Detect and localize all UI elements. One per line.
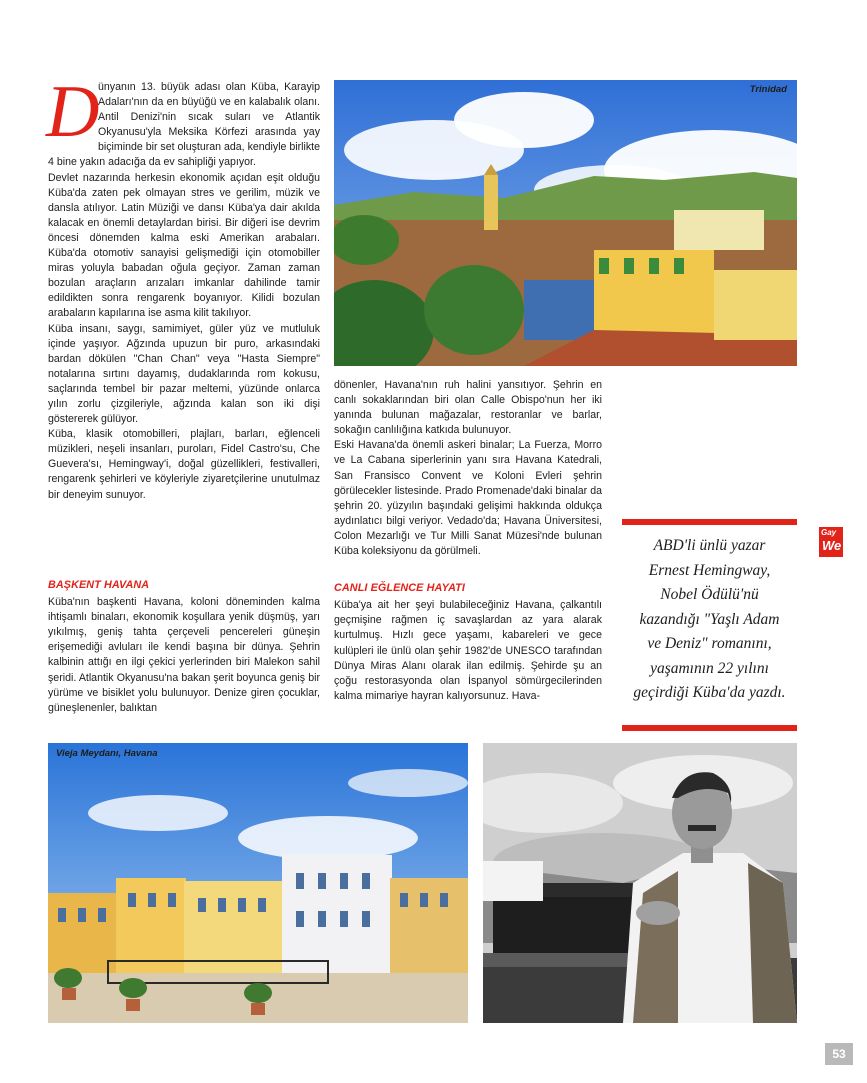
quote-line: Ernest Hemingway, [648,561,771,579]
trinidad-photo [334,80,797,366]
page-number: 53 [825,1043,853,1065]
article-column-left [46,71,320,503]
paragraph-landmarks: Eski Havana'da önemli askeri binalar; La Fuerza, Morro ve La Cabana siperlerinin yanı sıra Havana Katedrali, San Fransisco Convent ve Koloni Evleri şehrin görülecekler listesinde. Prado Promenade'daki binalar da şehrin 20. yüzyılın başındaki gelişimi hakkında oldukça aydınlatıcı bilgi veriyor. Vedado'da; Havana Üniversitesi, Colon Mezarlığı ve Tur Milli Sanat Müzesi'nde bulunan Küba koleksiyonu da görülmeli. [334,439,602,558]
quote-line: ve Deniz" romanını, [647,635,772,652]
plaza-illustration [48,743,468,1023]
magazine-logo [819,527,843,557]
photo-caption-plaza: Vieja Meydanı, Havana [56,748,158,759]
paragraph-economy: Devlet nazarında herkesin ekonomik açıdan eşit olduğu Küba'da zaten pek olmayan stres ve gerilim, müzik ve dansla atılıyor. Latin Müziği ve dansı Küba'ya dair akılda kalacak en önemli detaylardan birisi. Bir diğeri ise devrim öncesi dönemden kalma eski Amerikan arabaları. Küba'da otomotiv sanayisi gelişmediği için otomobiller miras yoluyla babadan oğula geçiyor. Zaman zaman bozulan araçların arızaları imkanlar dahilinde tamir edildikten sonra rengarenk boyanıyor. Kilidi bozulan arabaların kapılarına ise asma kilit takılıyor. [48,171,320,320]
quote-line: yaşamının 22 yılını [650,659,769,677]
pull-quote [622,534,797,706]
plaza-vieja-photo [48,743,468,1023]
quote-line: kazandığı "Yaşlı Adam [639,610,780,628]
article-column-middle [334,378,602,704]
quote-bar-bottom [622,725,797,731]
hemingway-photo [483,743,797,1023]
quote-line: Nobel Ödülü'nü [660,586,759,603]
quote-line: ABD'li ünlü yazar [653,537,766,554]
quote-line: geçirdiği Küba'da yazdı. [633,684,786,701]
drop-cap: D [46,71,100,153]
photo-caption-trinidad: Trinidad [749,84,787,95]
intro-paragraph: ünyanın 13. büyük adası olan Küba, Karayip Adaları'nın da en büyüğü ve en kalabalık olanı. Antil Denizi'nin sıcak suları ve Atlantik Okyanusu'yla Meksika Körfezi arasında yay biçiminde bir set oluşturan ada, kendiyle birlikte 4 bine yakın adacığa da ev sahipliği yapıyor. [48,81,320,169]
logo-text-top: Gay [821,528,837,537]
logo-text-bottom: We [822,538,842,553]
paragraph-people: Küba insanı, saygı, samimiyet, güler yüz ve mutluluk içinde yaşıyor. Ağzında upuzun bir puro, arkasındaki bardan dökülen "Chan Chan" veya "Hasta Siempre" notalarına sırtını dayamış, dudaklarında rom kokusu, saçlarında tembel bir pazar meltemi, yüzünde onlarca yılın zorlu çizgileriyle, ağzında kalan son iki dişi göstererek gülüyor. [48,322,320,426]
article-column-havana [48,578,320,716]
paragraph-highlights: Küba, klasik otomobilleri, plajları, barları, eğlenceli müzikleri, neşeli insanları, puroları, Fidel Castro'su, Che Guevera'sı, Hemingway'i, doğal güzellikleri, festivalleri, rengarenk şehirleri ve köyleriyle ziyaretçilerine unutulmaz bir deneyim sunuyor. [48,428,320,501]
trinidad-illustration [334,80,797,366]
paragraph-havana: Küba'nın başkenti Havana, koloni döneminden kalma ihtişamlı binaları, ekonomik koşullara yenik düşmüş, yarı yıkılmış, geniş tahta çerçeveli pencereleri güneşin erişemediği avluları ile kendi başına bir dünya. Şehrin kalbinin attığı en ilgi çekici yerlerinden biri Malekon sahil şeridi. Atlantik Okyanusu'na bakan şerit boyunca geniş bir yürüme ve bisiklet yolu bulunuyor. Denize giren çocuklar, güneşlenenler, balıktan [48,596,320,714]
section-heading-capital: BAŞKENT HAVANA [48,579,150,591]
paragraph-mood: dönenler, Havana'nın ruh halini yansıtıyor. Şehrin en canlı sokaklarından biri olan Calle Obispo'nun her iki yanında bulunan mağazalar, restoranlar ve barlar, sokağın canlılığına katkıda bulunuyor. [334,379,602,437]
hemingway-illustration [483,743,797,1023]
section-heading-nightlife: CANLI EĞLENCE HAYATI [334,582,465,595]
quote-bar-top [622,519,797,525]
paragraph-nightlife: Küba'ya ait her şeyi bulabileceğiniz Havana, çalkantılı geçmişine rağmen iç savaşlardan az yara alarak kurtulmuş. Hızlı gece yaşamı, kabareleri ve gece kulüpleri ile ünlü olan şehir 1982'de UNESCO tarafından Dünya Miras Alanı olarak ilan edilmiş. Şehirde şu an çoğu restorasyonda olan İspanyol sömürgecilerinden kalma mimariye hayran kalıyorsunuz. Hava- [334,599,602,702]
